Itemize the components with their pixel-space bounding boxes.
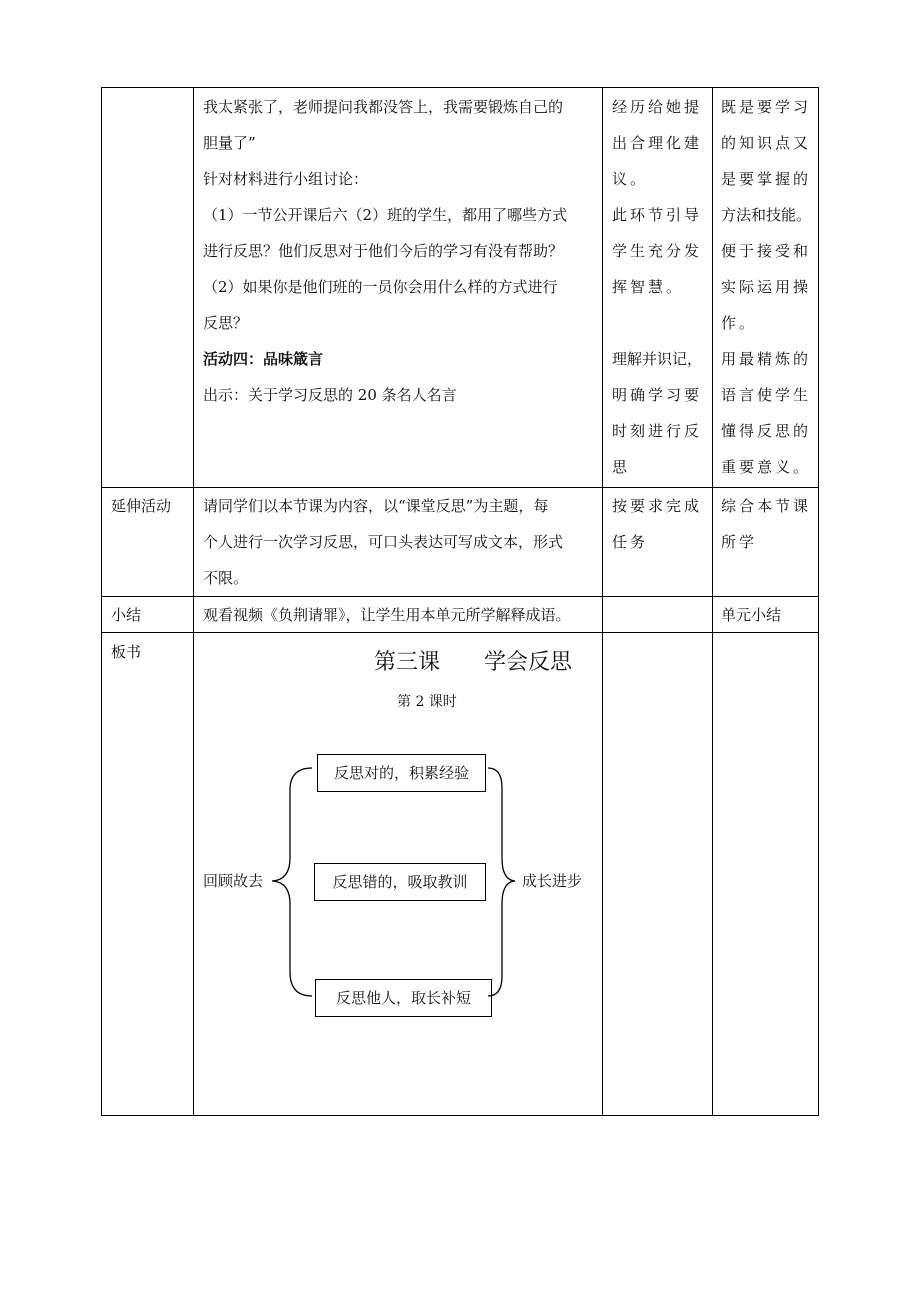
board-left-label: 回顾故去 <box>203 872 264 890</box>
extension-label: 延伸活动 <box>111 497 172 515</box>
extension-line: 个人进行一次学习反思，可口头表达可写成文本，形式 <box>203 533 564 551</box>
activity-line: （2）如果你是他们班的一员你会用什么样的方式进行 <box>203 278 558 296</box>
intent-line: 既是要学习 <box>721 98 812 116</box>
intent-line: 语言使学生 <box>721 386 812 404</box>
intent-line: 实际运用操 <box>721 278 812 296</box>
student-line: 出合理化建 <box>612 134 703 152</box>
student-line: 挥智慧。 <box>612 278 685 296</box>
student-line: 此环节引导 <box>612 206 703 224</box>
extension-student-line: 任务 <box>612 533 649 551</box>
extension-intent-line: 所学 <box>721 533 758 551</box>
activity-line: 进行反思？他们反思对于他们今后的学习有没有帮助？ <box>203 242 564 260</box>
activity-line: 胆量了” <box>203 134 256 152</box>
intent-line: 懂得反思的 <box>721 422 812 440</box>
board-subtitle: 第 2 课时 <box>397 694 457 710</box>
student-line: 思 <box>612 458 631 476</box>
summary-content: 观看视频《负荆请罪》，让学生用本单元所学解释成语。 <box>203 606 571 624</box>
right-brace-icon <box>488 768 515 996</box>
board-box-2: 反思错的，吸取教训 <box>314 863 486 901</box>
activity-line: 针对材料进行小组讨论： <box>203 170 369 188</box>
intent-line: 重要意义。 <box>721 458 812 476</box>
activity4-line: 出示：关于学习反思的 20 条名人名言 <box>203 386 457 404</box>
summary-intent: 单元小结 <box>721 606 782 624</box>
extension-intent-line: 综合本节课 <box>721 497 812 515</box>
intent-line: 是要掌握的 <box>721 170 812 188</box>
activity-line: 反思？ <box>203 314 249 332</box>
intent-line: 的知识点又 <box>721 134 812 152</box>
activity-line: 我太紧张了，老师提问我都没答上，我需要锻炼自己的 <box>203 98 564 116</box>
board-right-label: 成长进步 <box>522 872 583 890</box>
intent-line: 便于接受和 <box>721 242 812 260</box>
student-line: 时刻进行反 <box>612 422 703 440</box>
extension-student-line: 按要求完成 <box>612 497 703 515</box>
activity4-title: 活动四：品味箴言 <box>203 350 324 368</box>
extension-line: 不限。 <box>203 569 249 587</box>
student-line: 学生充分发 <box>612 242 703 260</box>
summary-label: 小结 <box>111 606 142 624</box>
intent-line: 方法和技能。 <box>721 206 812 224</box>
activity-line: （1）一节公开课后六（2）班的学生，都用了哪些方式 <box>203 206 568 224</box>
intent-line: 用最精炼的 <box>721 350 812 368</box>
student-line: 理解并识记， <box>612 350 703 368</box>
board-box-1: 反思对的，积累经验 <box>317 754 486 792</box>
board-label: 板书 <box>111 643 142 661</box>
student-line: 明确学习要 <box>612 386 703 404</box>
intent-line: 作。 <box>721 314 758 332</box>
board-title: 第三课 学会反思 <box>374 650 573 675</box>
left-brace-icon <box>272 768 312 996</box>
extension-line: 请同学们以本节课为内容，以“课堂反思”为主题，每 <box>203 497 549 515</box>
board-box-3: 反思他人，取长补短 <box>315 979 492 1017</box>
student-line: 经历给她提 <box>612 98 703 116</box>
student-line: 议。 <box>612 170 649 188</box>
